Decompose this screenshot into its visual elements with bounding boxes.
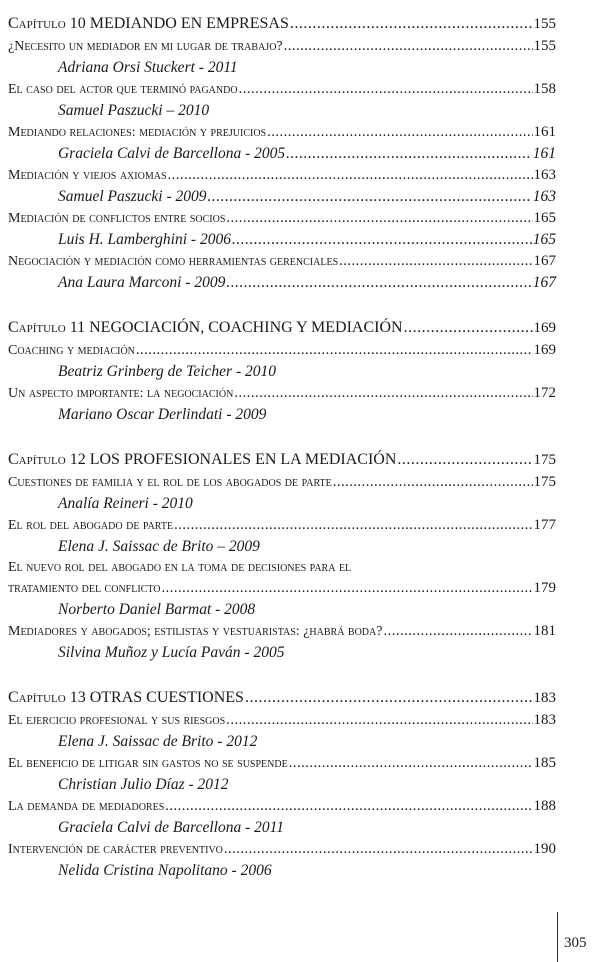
entry-author: Luis H. Lamberghini - 2006 — [58, 231, 231, 248]
dot-leader — [397, 448, 532, 472]
dot-leader — [289, 753, 533, 773]
dot-leader — [162, 578, 533, 598]
chapter-page: 155 — [533, 16, 556, 32]
entry-title: Coaching y mediación — [8, 343, 135, 358]
entry-title: Intervención de carácter preventivo — [8, 842, 223, 857]
chapter-11-section — [8, 316, 556, 426]
chapter-10-section — [8, 12, 556, 294]
chapter-title: Capítulo 13 OTRAS CUESTIONES — [8, 689, 244, 706]
entry-author-line — [8, 143, 556, 165]
entry-title: Cuestiones de familia y el rol de los abogados de parte — [8, 475, 332, 490]
entry-page: 190 — [533, 841, 556, 857]
chapter-heading[interactable] — [8, 316, 556, 340]
dot-leader — [383, 621, 532, 641]
entry-title: El caso del actor que terminó pagando — [8, 82, 238, 97]
page-number: 305 — [564, 935, 587, 951]
table-of-contents — [8, 12, 556, 882]
entry-page: 177 — [533, 517, 556, 533]
entry-author: Analía Reineri - 2010 — [58, 495, 193, 512]
entry-author-line — [8, 272, 556, 294]
dot-leader — [333, 472, 533, 492]
chapter-title: Capítulo 12 LOS PROFESIONALES EN LA MEDIACIÓN — [8, 451, 397, 468]
toc-entry[interactable] — [8, 839, 556, 860]
entry-page: 179 — [533, 580, 556, 596]
dot-leader — [232, 229, 532, 251]
dot-leader — [286, 143, 532, 165]
toc-entry[interactable] — [8, 36, 556, 57]
toc-entry[interactable] — [8, 251, 556, 272]
entry-author: Samuel Paszucki – 2010 — [58, 102, 210, 119]
entry-page: 181 — [533, 623, 556, 639]
entry-page: 167 — [533, 253, 556, 269]
author-page: 165 — [532, 231, 556, 248]
entry-author: Adriana Orsi Stuckert - 2011 — [58, 59, 238, 76]
dot-leader — [168, 165, 533, 185]
toc-entry[interactable] — [8, 753, 556, 774]
dot-leader — [239, 79, 533, 99]
dot-leader — [226, 272, 531, 294]
toc-entry[interactable] — [8, 515, 556, 536]
chapter-12-section — [8, 448, 556, 664]
dot-leader — [267, 122, 532, 142]
entry-page: 185 — [533, 755, 556, 771]
toc-entry[interactable] — [8, 340, 556, 361]
entry-page: 163 — [533, 167, 556, 183]
entry-title: El rol del abogado de parte — [8, 518, 174, 533]
dot-leader — [208, 186, 532, 208]
dot-leader — [339, 251, 532, 271]
dot-leader — [165, 796, 532, 816]
chapter-page: 169 — [533, 320, 556, 336]
entry-page: 161 — [533, 124, 556, 140]
entry-page: 183 — [533, 712, 556, 728]
toc-entry[interactable] — [8, 79, 556, 100]
dot-leader — [226, 710, 532, 730]
chapter-heading[interactable] — [8, 686, 556, 710]
chapter-title: Capítulo 11 NEGOCIACIÓN, COACHING Y MEDIACIÓN — [8, 319, 403, 336]
chapter-page: 183 — [533, 690, 556, 706]
chapter-title: Capítulo 10 MEDIANDO EN EMPRESAS — [8, 15, 289, 32]
entry-author-line — [8, 186, 556, 208]
entry-title: El ejercicio profesional y sus riesgos — [8, 713, 226, 728]
chapter-heading[interactable] — [8, 448, 556, 472]
entry-title: Mediadores y abogados; estilistas y vestuaristas: ¿habrá boda? — [8, 624, 383, 639]
entry-page: 158 — [533, 81, 556, 97]
toc-entry[interactable] — [8, 122, 556, 143]
toc-entry[interactable] — [8, 208, 556, 229]
dot-leader — [290, 12, 533, 36]
entry-author: Beatriz Grinberg de Teicher - 2010 — [58, 363, 276, 380]
entry-title: Mediando relaciones: mediación y prejuicios — [8, 125, 267, 140]
toc-entry[interactable] — [8, 472, 556, 493]
entry-author: Norberto Daniel Barmat - 2008 — [58, 601, 256, 618]
entry-page: 165 — [533, 210, 556, 226]
entry-title-line1: El nuevo rol del abogado en la toma de decisiones para el — [8, 560, 352, 575]
entry-author: Christian Julio Díaz - 2012 — [58, 776, 229, 793]
entry-page: 175 — [533, 474, 556, 490]
entry-title: Negociación y mediación como herramientas gerenciales — [8, 254, 339, 269]
entry-title: El beneficio de litigar sin gastos no se suspende — [8, 756, 288, 771]
folio-divider — [557, 912, 558, 962]
toc-entry[interactable] — [8, 621, 556, 642]
entry-page: 155 — [533, 38, 556, 54]
chapter-13-section — [8, 686, 556, 882]
dot-leader — [226, 208, 532, 228]
entry-author: Nelida Cristina Napolitano - 2006 — [58, 862, 272, 879]
toc-entry[interactable] — [8, 796, 556, 817]
entry-author: Samuel Paszucki - 2009 — [58, 188, 207, 205]
entry-title: Mediación y viejos axiomas — [8, 168, 167, 183]
entry-page: 188 — [533, 798, 556, 814]
toc-entry[interactable] — [8, 383, 556, 404]
author-page: 163 — [532, 188, 556, 205]
author-page: 167 — [532, 274, 556, 291]
toc-entry-first-line[interactable] — [8, 558, 556, 578]
author-page: 161 — [532, 145, 556, 162]
entry-author: Ana Laura Marconi - 2009 — [58, 274, 226, 291]
toc-entry[interactable] — [8, 165, 556, 186]
dot-leader — [174, 515, 532, 535]
entry-author: Elena J. Saissac de Brito – 2009 — [58, 538, 260, 555]
toc-entry[interactable] — [8, 710, 556, 731]
entry-title: La demanda de mediadores — [8, 799, 165, 814]
entry-title: tratamiento del conflicto — [8, 581, 161, 596]
entry-page: 169 — [533, 342, 556, 358]
entry-title: ¿Necesito un mediador en mi lugar de trabajo? — [8, 39, 283, 54]
entry-page: 172 — [533, 385, 556, 401]
entry-title: Un aspecto importante: la negociación — [8, 386, 234, 401]
toc-entry[interactable] — [8, 578, 556, 599]
dot-leader — [136, 340, 533, 360]
dot-leader — [234, 383, 532, 403]
chapter-heading[interactable] — [8, 12, 556, 36]
dot-leader — [284, 36, 533, 56]
dot-leader — [245, 686, 533, 710]
entry-title: Mediación de conflictos entre socios — [8, 211, 226, 226]
entry-author-line — [8, 229, 556, 251]
entry-author: Silvina Muñoz y Lucía Paván - 2005 — [58, 644, 285, 661]
dot-leader — [404, 316, 533, 340]
chapter-page: 175 — [533, 452, 556, 468]
entry-author: Elena J. Saissac de Brito - 2012 — [58, 733, 258, 750]
entry-author: Graciela Calvi de Barcellona - 2005 — [58, 145, 286, 162]
entry-author: Mariano Oscar Derlindati - 2009 — [58, 406, 267, 423]
entry-author: Graciela Calvi de Barcellona - 2011 — [58, 819, 284, 836]
dot-leader — [224, 839, 533, 859]
